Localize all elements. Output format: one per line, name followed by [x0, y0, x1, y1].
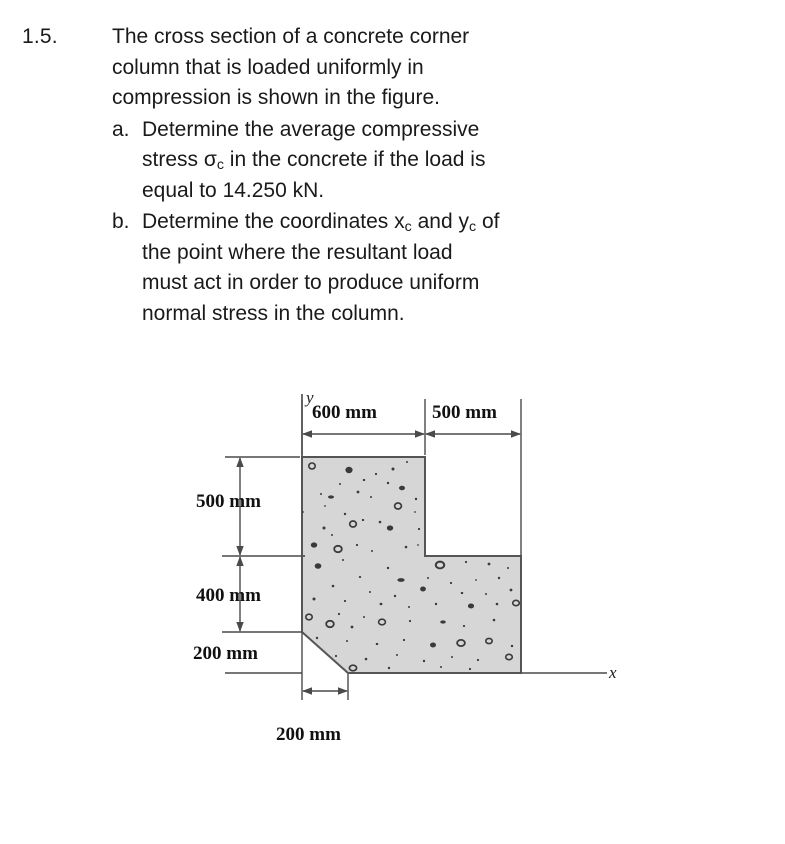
problem-part-a [112, 115, 667, 207]
problem-intro-row [22, 22, 667, 329]
problem-intro-line-2: column that is loaded uniformly in [112, 55, 424, 79]
dim-label-500-top: 500 mm [432, 402, 497, 423]
dim-label-200-left: 200 mm [193, 643, 258, 664]
arrow-200-bottom-left [302, 687, 312, 695]
dim-label-200-bottom: 200 mm [276, 724, 341, 745]
part-b-line-1: Determine the coordinates $x_c$ and $y_c$ of [142, 210, 500, 236]
arrow-600-left [302, 430, 312, 438]
left-dimension-arrowheads [236, 457, 348, 695]
part-a-text [142, 115, 667, 207]
dim-label-500-left: 500 mm [196, 491, 261, 512]
arrow-200-bottom-right [338, 687, 348, 695]
problem-part-b [112, 207, 667, 329]
problem-intro-line-1: The cross section of a concrete corner [112, 25, 470, 48]
part-b-line-4: normal stress in the column. [142, 301, 405, 325]
part-a-marker: a. [112, 117, 130, 141]
dim-label-400-left: 400 mm [196, 585, 261, 606]
problem-statement [22, 22, 667, 329]
part-b-marker: b. [112, 210, 130, 233]
arrow-400-down [236, 622, 243, 632]
part-b-text [142, 207, 667, 329]
top-dimension-group [302, 399, 521, 556]
arrow-400-up [236, 556, 243, 566]
arrow-500-left-down [236, 546, 243, 556]
problem-parts-list [112, 115, 667, 330]
part-a-line-3: equal to 14.250 kN. [142, 178, 325, 202]
dim-label-600-top: 600 mm [312, 402, 377, 423]
part-a-line-2: stress $\sigma_c$ in the concrete if the load is [142, 148, 486, 174]
left-dimension-group [222, 457, 348, 700]
arrow-500-left-up [236, 457, 243, 467]
arrow-600-right [415, 430, 425, 438]
top-dimension-arrowheads [302, 430, 521, 438]
problem-number: 1.5. [22, 25, 58, 48]
arrow-500-top-left [425, 430, 435, 438]
concrete-section-body [302, 457, 521, 673]
aggregate-texture [302, 461, 519, 671]
arrow-500-top-right [511, 430, 521, 438]
problem-intro-line-3: compression is shown in the figure. [112, 86, 440, 109]
axes [302, 388, 617, 682]
part-b-line-2: the point where the resultant load [142, 240, 453, 264]
problem-intro-body [112, 22, 667, 329]
y-axis-label: y [306, 388, 314, 407]
part-a-line-1: Determine the average compressive [142, 117, 480, 141]
x-axis-label: x [609, 663, 617, 682]
section-outline [302, 457, 521, 673]
part-b-line-3: must act in order to produce uniform [142, 271, 480, 294]
